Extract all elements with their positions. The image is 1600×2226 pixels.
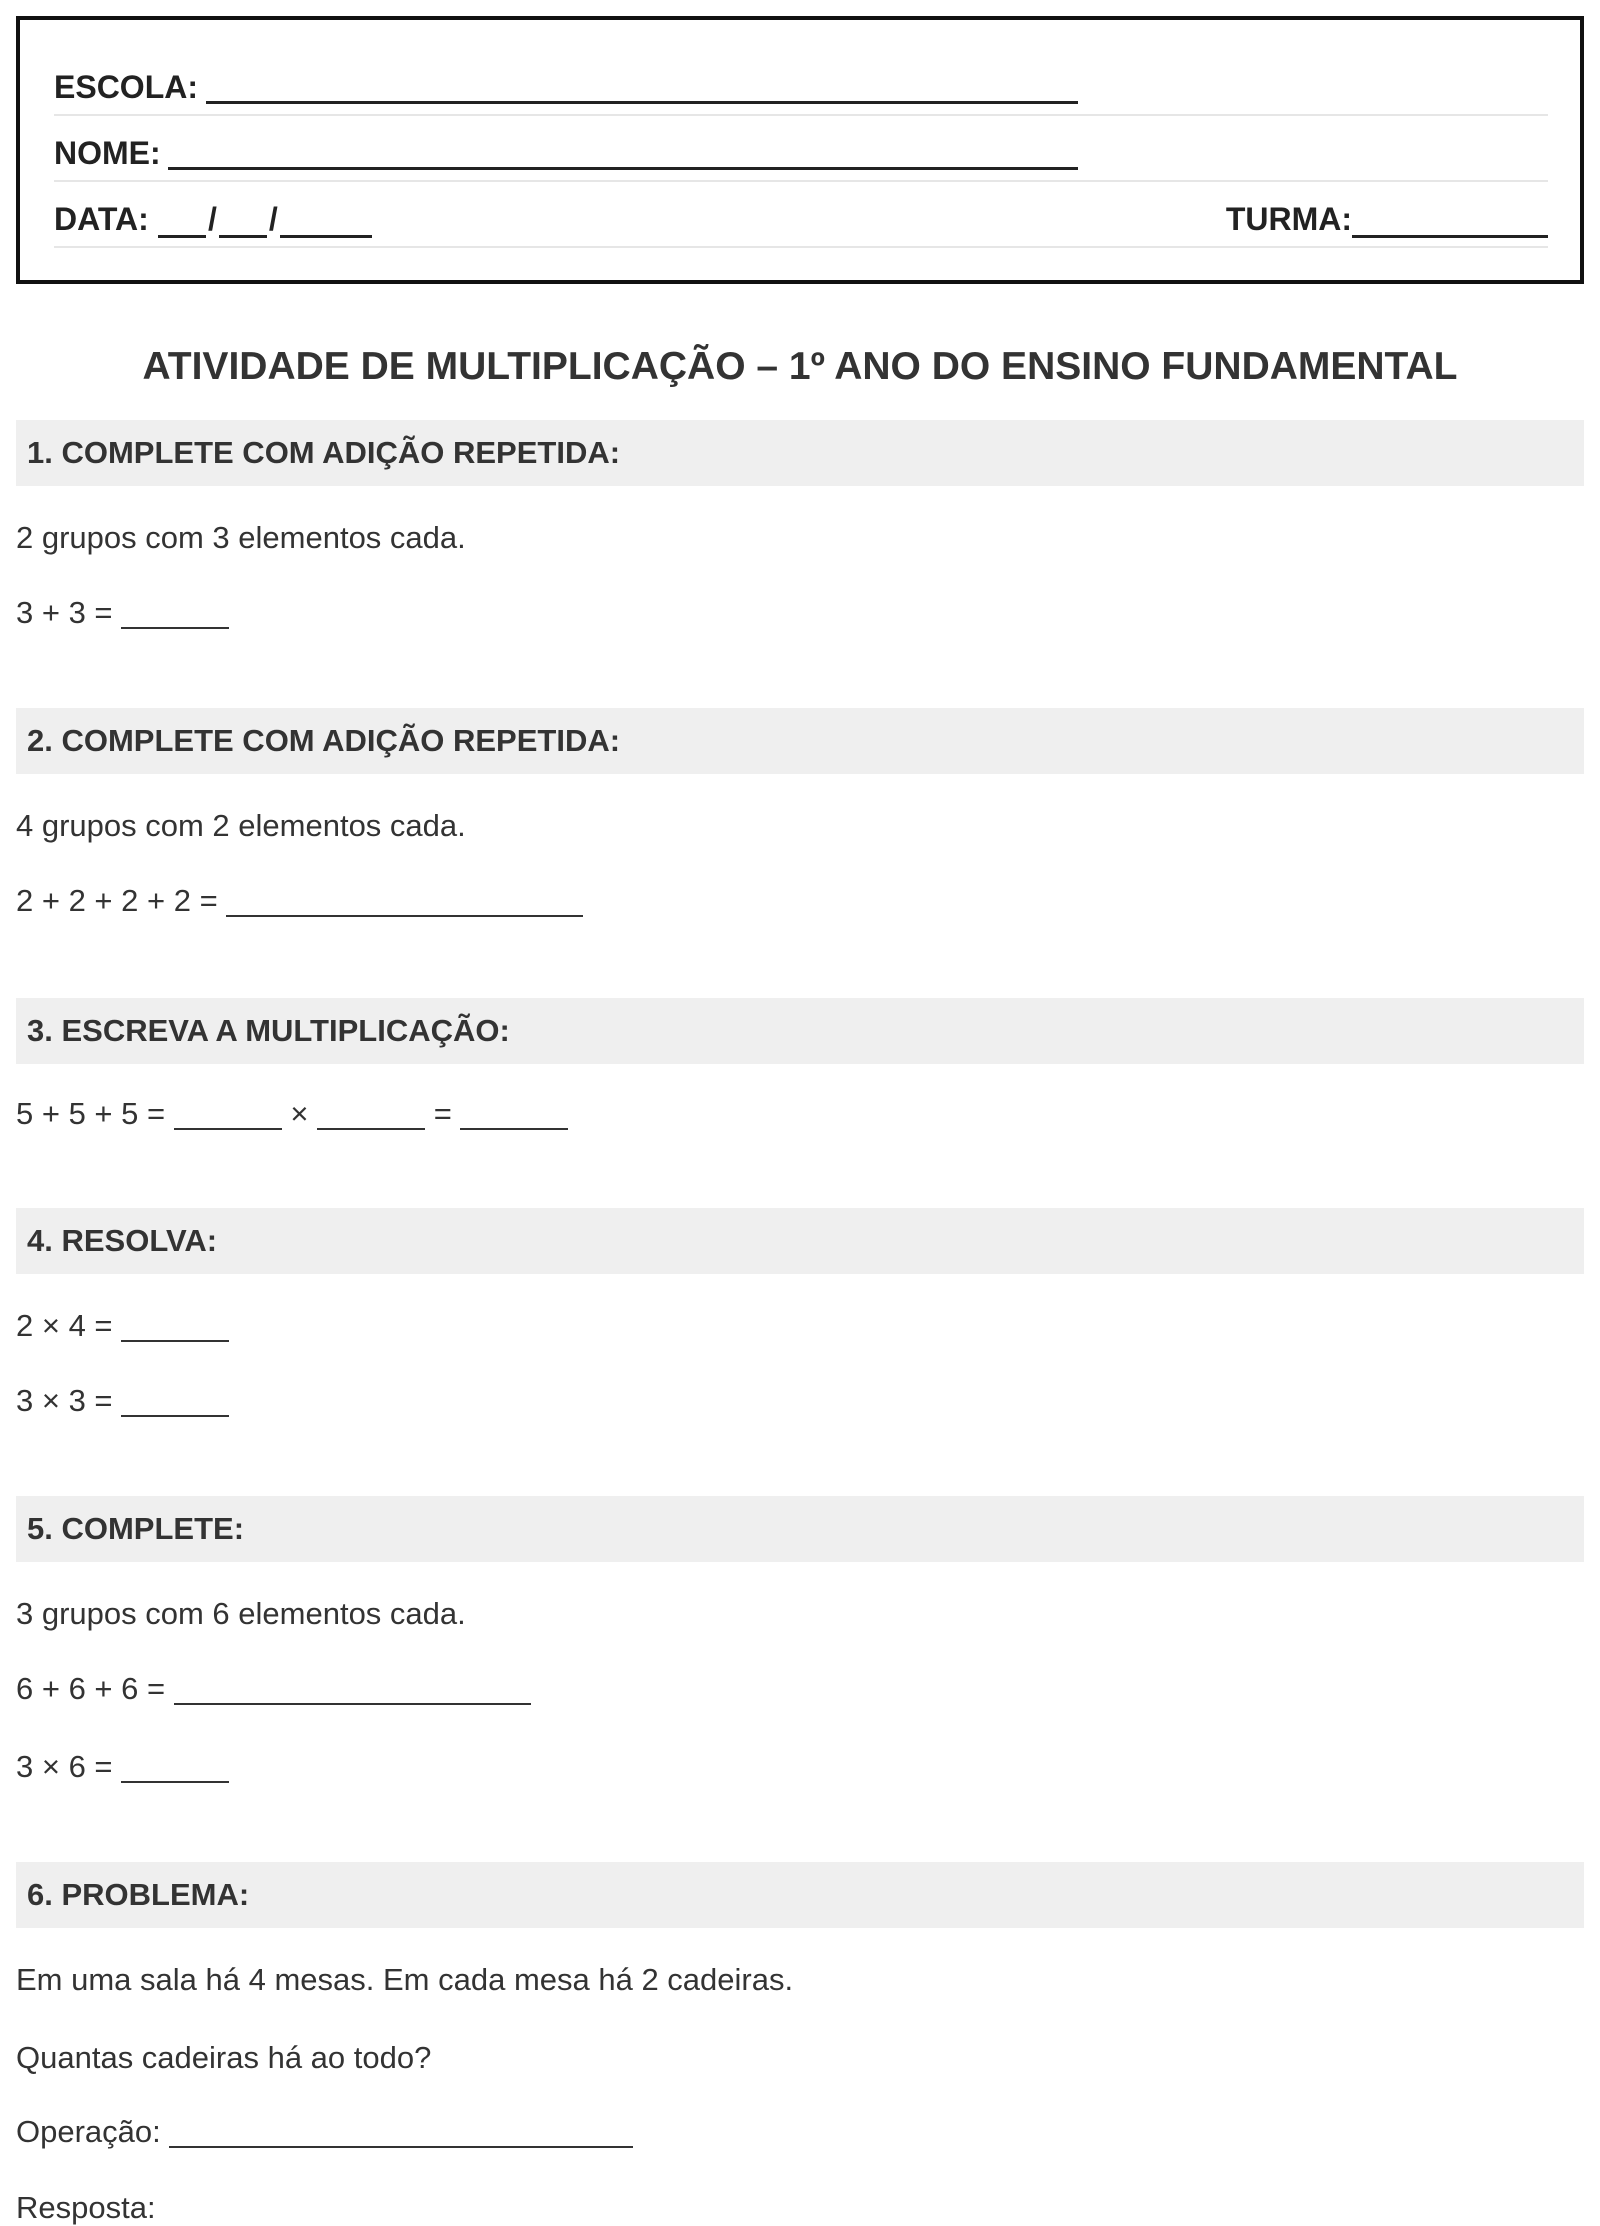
section-heading: 3. ESCREVA A MULTIPLICAÇÃO: [16, 998, 1584, 1064]
problem-question: Quantas cadeiras há ao todo? [16, 2040, 432, 2075]
section-heading: 1. COMPLETE COM ADIÇÃO REPETIDA: [16, 420, 1584, 486]
answer-blank[interactable] [121, 595, 229, 629]
equation-line [16, 883, 583, 919]
equation-line [16, 1383, 229, 1419]
equation-text: 2 + 2 + 2 + 2 = [16, 883, 218, 918]
section-heading: 2. COMPLETE COM ADIÇÃO REPETIDA: [16, 708, 1584, 774]
date-day-field[interactable] [158, 205, 206, 238]
date-separator: / [268, 201, 278, 237]
question-text: 3 grupos com 6 elementos cada. [16, 1596, 466, 1631]
answer-blank[interactable] [226, 883, 583, 917]
operation-blank[interactable] [169, 2114, 633, 2148]
equation-line [16, 1671, 531, 1707]
answer-blank[interactable] [121, 1308, 229, 1342]
factor-blank[interactable] [317, 1096, 425, 1130]
escola-row [54, 48, 1548, 116]
nome-row [54, 114, 1548, 182]
question-text: 2 grupos com 3 elementos cada. [16, 520, 466, 555]
date-separator: / [208, 201, 217, 237]
student-info-box [16, 16, 1584, 284]
escola-label: ESCOLA: [54, 69, 198, 105]
answer-line [16, 2190, 156, 2226]
equation-text: 3 × 6 = [16, 1749, 113, 1784]
nome-label: NOME: [54, 135, 161, 171]
turma-label: TURMA: [1225, 201, 1352, 237]
answer-blank[interactable] [460, 1096, 568, 1130]
page-title: ATIVIDADE DE MULTIPLICAÇÃO – 1º ANO DO ENSINO FUNDAMENTAL [142, 345, 1458, 388]
date-year-field[interactable] [280, 205, 372, 238]
equation-text: 6 + 6 + 6 = [16, 1671, 166, 1706]
date-month-field[interactable] [219, 205, 267, 238]
answer-blank[interactable] [121, 1749, 229, 1783]
section-heading: 5. COMPLETE: [16, 1496, 1584, 1562]
operation-label: Operação: [16, 2114, 161, 2149]
nome-field[interactable] [168, 167, 1078, 170]
answer-blank[interactable] [121, 1383, 229, 1417]
question-text: 4 grupos com 2 elementos cada. [16, 808, 466, 843]
equation-line [16, 1096, 568, 1132]
equation-text: 2 × 4 = [16, 1308, 113, 1343]
section-heading: 6. PROBLEMA: [16, 1862, 1584, 1928]
equation-text: 3 × 3 = [16, 1383, 113, 1418]
data-label: DATA: [54, 201, 149, 237]
date-field [158, 201, 372, 238]
section-heading: 4. RESOLVA: [16, 1208, 1584, 1274]
turma-group [1226, 201, 1548, 238]
answer-blank[interactable] [174, 1671, 531, 1705]
data-row [54, 180, 1548, 248]
equation-line [16, 1308, 229, 1344]
equation-line [16, 595, 229, 631]
times-sign: × [290, 1096, 309, 1131]
factor-blank[interactable] [174, 1096, 282, 1130]
answer-label: Resposta: [16, 2190, 156, 2225]
equation-text: 5 + 5 + 5 = [16, 1096, 166, 1131]
equation-text: 3 + 3 = [16, 595, 113, 630]
equals-sign: = [433, 1096, 452, 1131]
turma-field[interactable] [1352, 205, 1548, 238]
equation-line [16, 1749, 229, 1785]
escola-field[interactable] [206, 101, 1078, 104]
operation-line [16, 2114, 633, 2150]
problem-text: Em uma sala há 4 mesas. Em cada mesa há 2 cadeiras. [16, 1962, 794, 1997]
